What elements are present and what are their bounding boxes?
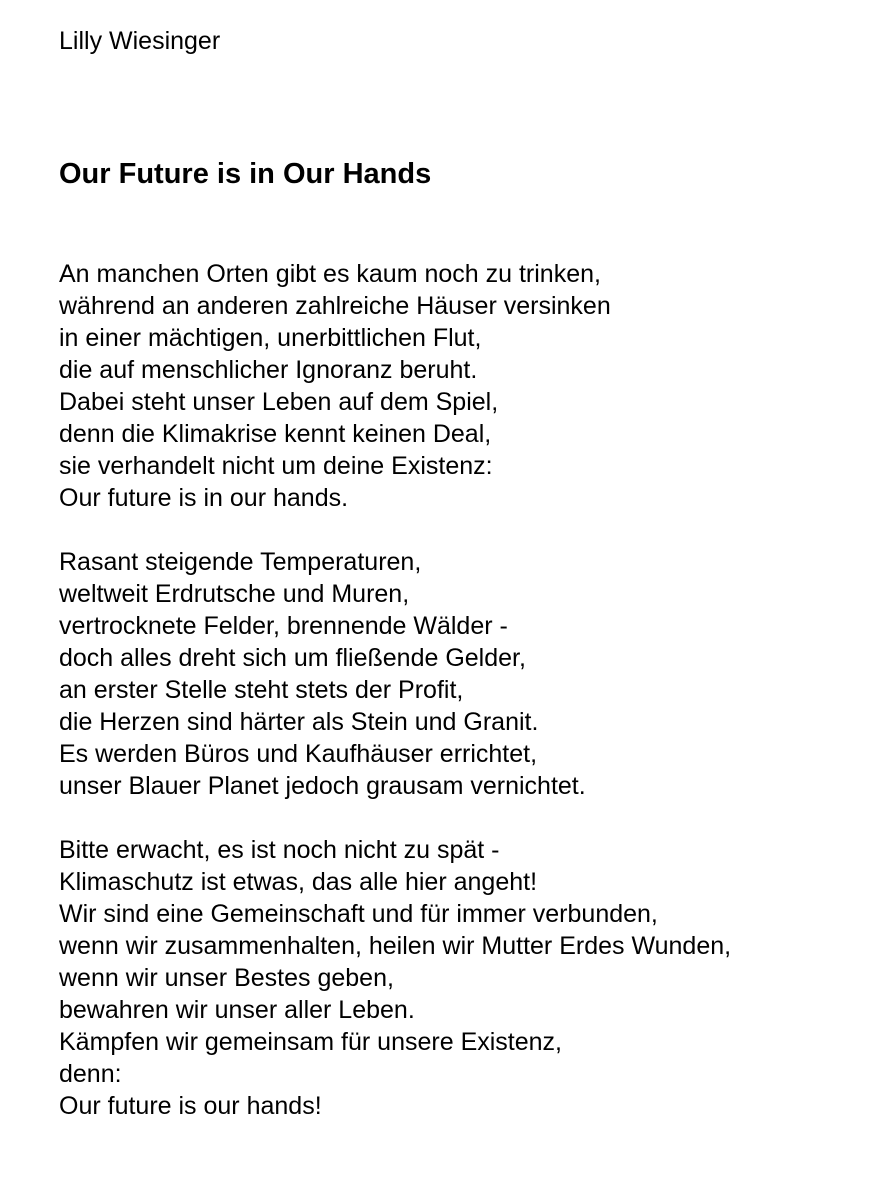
poem-line: denn die Klimakrise kennt keinen Deal, xyxy=(59,420,492,448)
stanza-2 xyxy=(59,546,859,802)
poem-line: unser Blauer Planet jedoch grausam vernichtet. xyxy=(59,772,586,800)
poem-line: Wir sind eine Gemeinschaft und für immer verbunden, xyxy=(59,900,658,928)
poem-body xyxy=(59,258,859,1154)
poem-line: Dabei steht unser Leben auf dem Spiel, xyxy=(59,388,499,416)
author-name: Lilly Wiesinger xyxy=(59,27,221,55)
poem-line: während an anderen zahlreiche Häuser versinken xyxy=(59,292,611,320)
poem-line: Our future is in our hands. xyxy=(59,484,349,512)
poem-line: denn: xyxy=(59,1060,122,1088)
poem-line: in einer mächtigen, unerbittlichen Flut, xyxy=(59,324,482,352)
stanza-1 xyxy=(59,258,859,514)
poem-line: Klimaschutz ist etwas, das alle hier angeht! xyxy=(59,868,538,896)
stanza-3 xyxy=(59,834,859,1122)
poem-line: vertrocknete Felder, brennende Wälder - xyxy=(59,612,508,640)
poem-line: wenn wir unser Bestes geben, xyxy=(59,964,394,992)
poem-line: sie verhandelt nicht um deine Existenz: xyxy=(59,452,493,480)
poem-line: weltweit Erdrutsche und Muren, xyxy=(59,580,410,608)
poem-line: Kämpfen wir gemeinsam für unsere Existenz, xyxy=(59,1028,562,1056)
poem-line: wenn wir zusammenhalten, heilen wir Mutter Erdes Wunden, xyxy=(59,932,732,960)
poem-line: doch alles dreht sich um fließende Gelder, xyxy=(59,644,526,672)
poem-title: Our Future is in Our Hands xyxy=(59,158,432,190)
poem-line: die auf menschlicher Ignoranz beruht. xyxy=(59,356,478,384)
poem-line: An manchen Orten gibt es kaum noch zu trinken, xyxy=(59,260,601,288)
poem-line: Rasant steigende Temperaturen, xyxy=(59,548,422,576)
poem-line: Bitte erwacht, es ist noch nicht zu spät - xyxy=(59,836,500,864)
poem-line: die Herzen sind härter als Stein und Granit. xyxy=(59,708,539,736)
poem-line: Our future is our hands! xyxy=(59,1092,322,1120)
poem-line: bewahren wir unser aller Leben. xyxy=(59,996,415,1024)
poem-line: an erster Stelle steht stets der Profit, xyxy=(59,676,464,704)
poem-line: Es werden Büros und Kaufhäuser errichtet, xyxy=(59,740,538,768)
